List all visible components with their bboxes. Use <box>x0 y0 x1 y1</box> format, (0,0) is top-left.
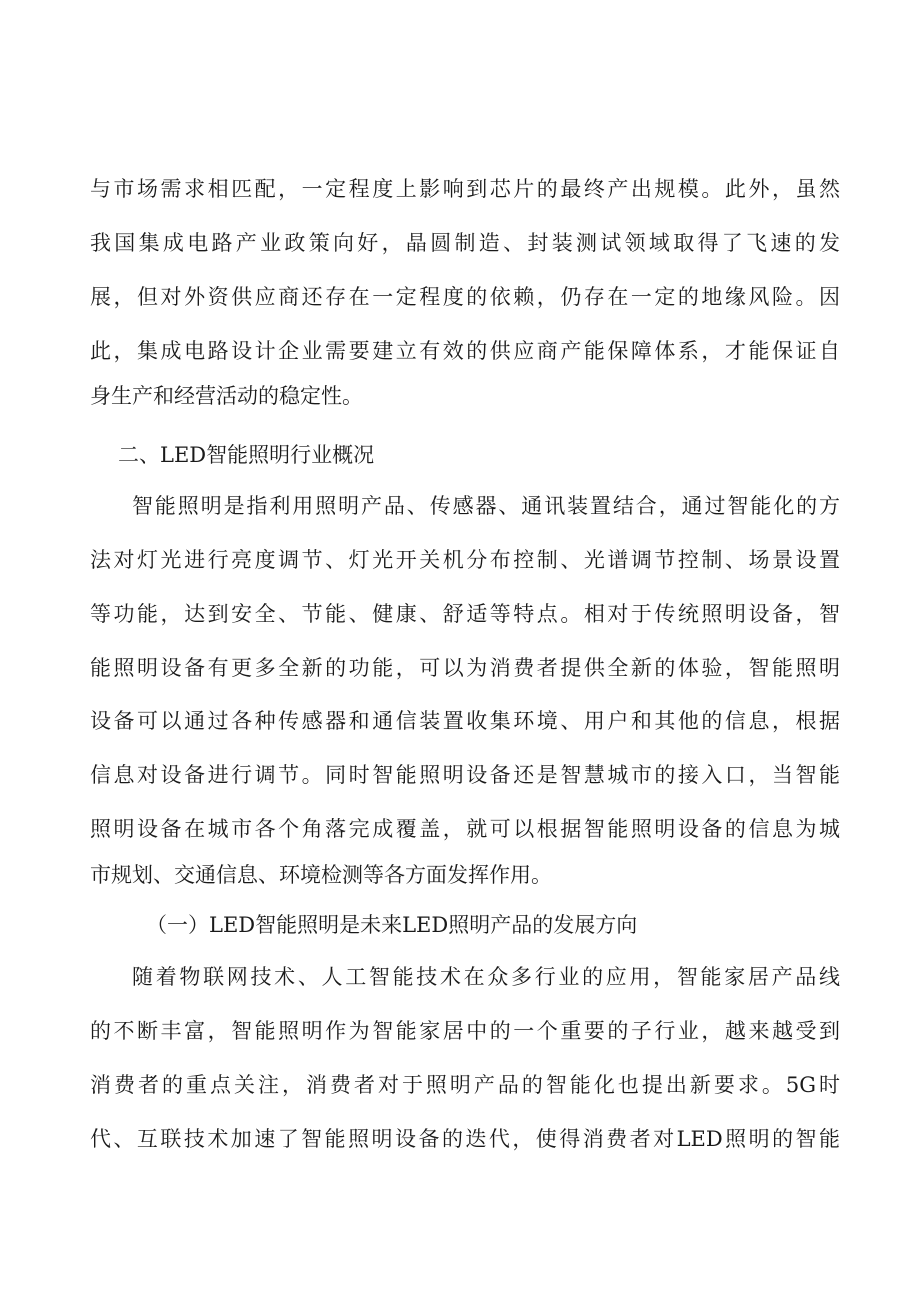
paragraph-line: 随着物联网技术、人工智能技术在众多行业的应用，智能家居产品线 <box>132 965 840 989</box>
paragraph-line: 我国集成电路产业政策向好，晶圆制造、封装测试领域取得了飞速的发 <box>90 231 840 255</box>
paragraph-line: 法对灯光进行亮度调节、灯光开关机分布控制、光谱调节控制、场景设置 <box>90 548 840 572</box>
paragraph-line: 的不断丰富，智能照明作为智能家居中的一个重要的子行业，越来越受到 <box>90 1019 840 1043</box>
paragraph-line: 消费者的重点关注，消费者对于照明产品的智能化也提出新要求。5G时 <box>90 1073 840 1097</box>
paragraph-line: 市规划、交通信息、环境检测等各方面发挥作用。 <box>90 863 552 887</box>
paragraph-line: 此，集成电路设计企业需要建立有效的供应商产能保障体系，才能保证自 <box>90 339 840 363</box>
paragraph-line: 等功能，达到安全、节能、健康、舒适等特点。相对于传统照明设备，智 <box>90 602 840 626</box>
paragraph-line: 代、互联技术加速了智能照明设备的迭代，使得消费者对LED照明的智能 <box>90 1127 840 1151</box>
paragraph-line: 智能照明是指利用照明产品、传感器、通讯装置结合，通过智能化的方 <box>132 494 840 518</box>
subsection-heading: （一）LED智能照明是未来LED照明产品的发展方向 <box>146 913 638 937</box>
paragraph-line: 设备可以通过各种传感器和通信装置收集环境、用户和其他的信息，根据 <box>90 709 840 733</box>
paragraph-line: 能照明设备有更多全新的功能，可以为消费者提供全新的体验，智能照明 <box>90 656 840 680</box>
section-heading: 二、LED智能照明行业概况 <box>118 443 375 467</box>
paragraph-line: 展，但对外资供应商还存在一定程度的依赖，仍存在一定的地缘风险。因 <box>90 285 840 309</box>
paragraph-line: 身生产和经营活动的稳定性。 <box>90 384 363 408</box>
paragraph-line: 与市场需求相匹配，一定程度上影响到芯片的最终产出规模。此外，虽然 <box>90 177 840 201</box>
paragraph-line: 照明设备在城市各个角落完成覆盖，就可以根据智能照明设备的信息为城 <box>90 817 840 841</box>
paragraph-line: 信息对设备进行调节。同时智能照明设备还是智慧城市的接入口，当智能 <box>90 763 840 787</box>
